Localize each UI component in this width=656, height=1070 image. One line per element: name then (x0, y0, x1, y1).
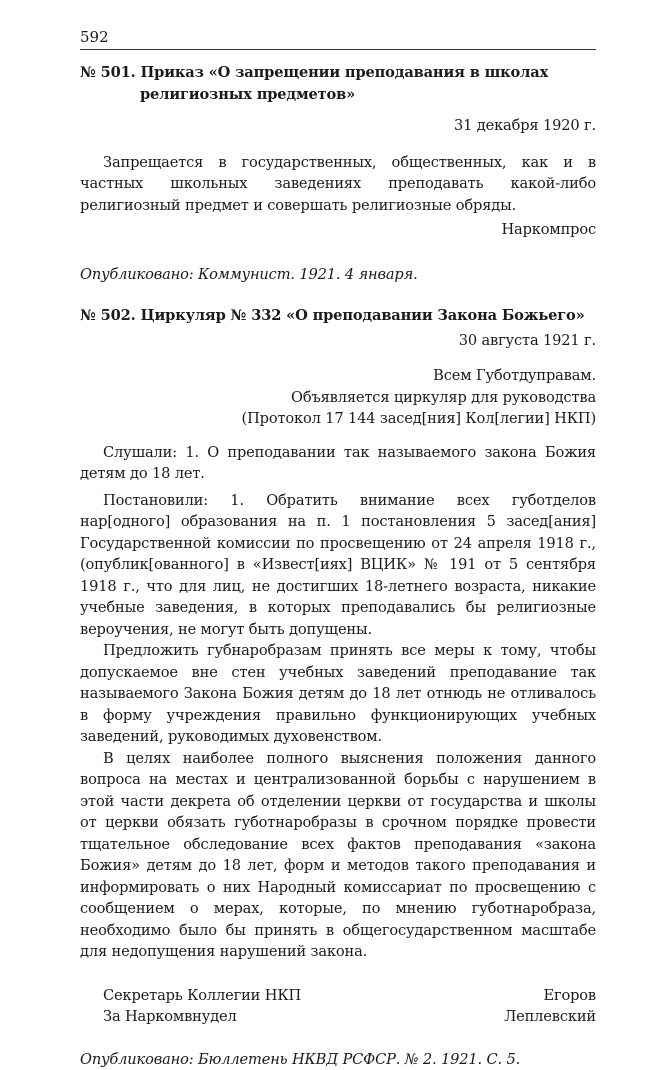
signature-role: За Наркомвнудел (103, 1006, 237, 1028)
doc-502-published: Опубликовано: Бюллетень НКВД РСФСР. № 2. 1921. С. 5. (80, 1049, 596, 1070)
doc-502-para2: Постановили: 1. Обратить внимание всех губотделов нар[одного] образования на п. 1 постановления 5 засед[ания] Государственной комиссии по просвещению от 24 апреля 1918 г., (опублик[ованного] в «Извест[иях] ВЦИК» № 191 от 5 сентября 1918 г., что для лиц, не достигших 18-летнего возраста, никакие учебные заведения, в которых преподавались бы религиозные вероучения, не могут быть допущены. (80, 490, 596, 641)
doc-501-date: 31 декабря 1920 г. (80, 115, 596, 137)
doc-501-heading (80, 62, 596, 105)
doc-502-number: № 502. (80, 307, 136, 324)
page-number: 592 (80, 28, 109, 46)
doc-502-address-line2: Объявляется циркуляр для руководства (80, 387, 596, 409)
doc-502-date: 30 августа 1921 г. (80, 330, 596, 352)
doc-502-address (80, 365, 596, 430)
doc-502-address-line3: (Протокол 17 144 засед[ния] Кол[легии] НКП) (80, 408, 596, 430)
doc-502-address-line1: Всем Губотдуправам. (80, 365, 596, 387)
doc-501-body: Запрещается в государственных, общественных, как и в частных школьных заведениях преподавать какой-либо религиозный предмет и совершать религиозные обряды. (80, 152, 596, 217)
doc-502-signatures (80, 985, 596, 1028)
doc-502-title: Циркуляр № 332 «О преподавании Закона Божьего» (141, 307, 585, 324)
signature-row (80, 985, 596, 1007)
doc-502-para3: Предложить губнаробразам принять все меры к тому, чтобы допускаемое вне стен учебных заведений преподавание так называемого Закона Божия детям до 18 лет отнюдь не отливалось в форму учреждения правильно функционирующих учебных заведений, руководимых духовенством. (80, 640, 596, 748)
doc-501-published: Опубликовано: Коммунист. 1921. 4 января. (80, 264, 596, 286)
doc-501-number: № 501. (80, 64, 136, 81)
page-content (80, 62, 596, 1070)
doc-501-title-line1: Приказ «О запрещении преподавания в школах (141, 64, 549, 81)
doc-501-signature: Наркомпрос (80, 219, 596, 241)
signature-name: Егоров (543, 985, 596, 1007)
doc-502-para4: В целях наиболее полного выяснения положения данного вопроса на местах и централизованной борьбы с нарушением в этой части декрета об отделении церкви от государства и школы от церкви обязать губотнаробразы в срочном порядке провести тщательное обследование всех фактов преподавания «закона Божия» детям до 18 лет, форм и методов такого преподавания и информировать о них Народный комиссариат по просвещению с сообщением о мерах, которые, по мнению губотнаробраза, необходимо было бы принять в общегосударственном масштабе для недопущения нарушений закона. (80, 748, 596, 963)
doc-502-heading (80, 305, 596, 327)
doc-501-title-line2: религиозных предметов» (80, 84, 596, 106)
signature-row (80, 1006, 596, 1028)
signature-name: Леплевский (504, 1006, 596, 1028)
header-rule (80, 49, 596, 50)
signature-role: Секретарь Коллегии НКП (103, 985, 301, 1007)
doc-502-para1: Слушали: 1. О преподавании так называемого закона Божия детям до 18 лет. (80, 442, 596, 485)
